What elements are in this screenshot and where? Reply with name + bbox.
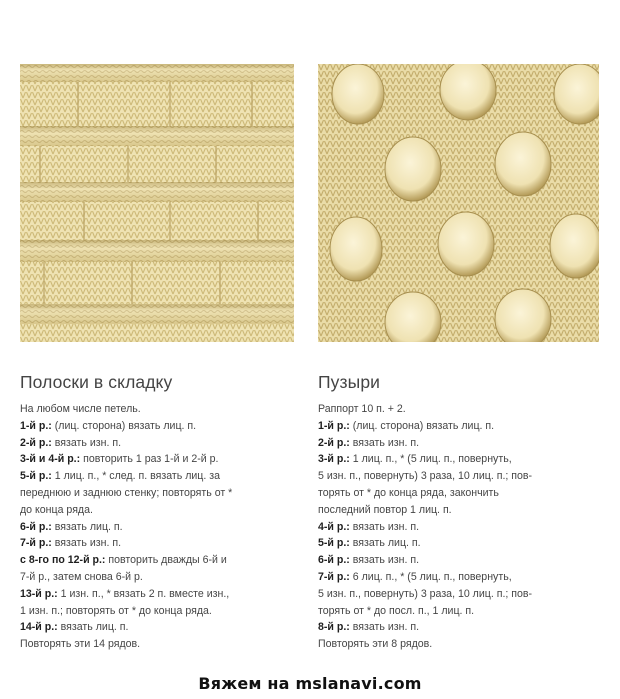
instruction-text: вязать изн. п.	[349, 621, 420, 634]
instruction-line	[20, 451, 298, 468]
row-label: 3-й и 4-й р.:	[20, 453, 81, 466]
instruction-line	[318, 435, 600, 452]
instruction-line	[318, 569, 600, 586]
instruction-text: На любом числе петель.	[20, 403, 141, 415]
instruction-text: вязать лиц. п.	[57, 621, 129, 634]
instruction-text: вязать лиц. п.	[51, 520, 123, 533]
instruction-text: (лиц. сторона) вязать лиц. п.	[349, 419, 495, 432]
instruction-text: повторить 1 раз 1-й и 2-й р.	[80, 453, 219, 466]
instruction-line	[20, 519, 298, 536]
row-label: 14-й р.:	[20, 621, 58, 634]
instruction-text: 1 изн. п.; повторять от * до конца ряда.	[20, 604, 212, 617]
instruction-line	[318, 519, 600, 536]
row-label: 2-й р.:	[318, 436, 350, 449]
row-label: 4-й р.:	[318, 520, 350, 533]
instruction-text: 1 лиц. п., * (5 лиц. п., повернуть,	[349, 453, 512, 466]
instruction-text: вязать изн. п.	[51, 436, 122, 449]
instruction-text: торять от * до конца ряда, закончить	[318, 486, 499, 499]
instruction-line	[318, 418, 600, 435]
instruction-text: Раппорт 10 п. + 2.	[318, 403, 406, 415]
row-label: 2-й р.:	[20, 436, 52, 449]
instructions	[318, 401, 600, 653]
instruction-line	[318, 636, 600, 653]
instruction-line	[20, 535, 298, 552]
instruction-line	[20, 502, 298, 519]
instruction-line	[318, 552, 600, 569]
instruction-text: торять от * до посл. п., 1 лиц. п.	[318, 604, 475, 617]
instruction-line	[318, 502, 600, 519]
pattern-title: Пузыри	[318, 372, 381, 392]
pattern-bubbles	[318, 372, 600, 653]
row-label: 6-й р.:	[318, 554, 350, 567]
knit-texture-pleated-stripes	[20, 64, 294, 342]
instruction-text: 6 лиц. п., * (5 лиц. п., повернуть,	[349, 570, 512, 583]
instructions	[20, 401, 298, 653]
instruction-line	[20, 552, 298, 569]
instruction-text: вязать изн. п.	[349, 554, 420, 567]
instruction-line	[20, 569, 298, 586]
row-label: 3-й р.:	[318, 453, 350, 466]
knit-texture-bubbles	[318, 64, 599, 342]
row-label: 1-й р.:	[20, 419, 52, 432]
instruction-line	[318, 619, 600, 636]
instruction-line	[318, 485, 600, 502]
instruction-text: 1 лиц. п., * след. п. вязать лиц. за	[51, 470, 220, 483]
instruction-text: переднюю и заднюю стенку; повторять от *	[20, 486, 233, 499]
instruction-text: до конца ряда.	[20, 503, 93, 516]
instruction-line	[20, 418, 298, 435]
row-label: 5-й р.:	[20, 470, 52, 483]
pattern-pleated-stripes	[20, 372, 298, 653]
row-label: 7-й р.:	[318, 570, 350, 583]
instruction-line	[318, 535, 600, 552]
swatch-photo-bubbles	[318, 64, 599, 342]
instruction-text: 5 изн. п., повернуть) 3 раза, 10 лиц. п.; пов-	[318, 470, 533, 483]
instruction-text: повторить дважды 6-й и	[105, 554, 227, 567]
row-label: 7-й р.:	[20, 537, 52, 550]
row-label: 5-й р.:	[318, 537, 350, 550]
instruction-line	[20, 619, 298, 636]
instruction-line	[318, 586, 600, 603]
row-label: 1-й р.:	[318, 419, 350, 432]
instruction-line	[318, 451, 600, 468]
instruction-text: вязать изн. п.	[349, 520, 420, 533]
site-credit: Вяжем на mslanavi.com	[198, 674, 422, 693]
swatch-photo-pleated-stripes	[20, 64, 294, 342]
instruction-text: 1 изн. п., * вязать 2 п. вместе изн.,	[57, 587, 230, 600]
pattern-title: Полоски в складку	[20, 372, 173, 392]
instruction-text: (лиц. сторона) вязать лиц. п.	[51, 419, 197, 432]
instruction-line	[318, 603, 600, 620]
instruction-line	[20, 603, 298, 620]
instruction-text: вязать лиц. п.	[349, 537, 421, 550]
instruction-text: вязать изн. п.	[51, 537, 122, 550]
instruction-text: 7-й р., затем снова 6-й р.	[20, 570, 143, 583]
instruction-text: 5 изн. п., повернуть) 3 раза, 10 лиц. п.; пов-	[318, 587, 533, 600]
instruction-text: Повторять эти 14 рядов.	[20, 638, 141, 651]
row-label: 13-й р.:	[20, 587, 58, 600]
instruction-line	[20, 401, 298, 418]
instruction-line	[318, 468, 600, 485]
instruction-line	[20, 586, 298, 603]
instruction-line	[20, 435, 298, 452]
instruction-text: вязать изн. п.	[349, 436, 420, 449]
instruction-text: Повторять эти 8 рядов.	[318, 638, 433, 651]
instruction-line	[20, 468, 298, 485]
instruction-line	[20, 636, 298, 653]
row-label: 6-й р.:	[20, 520, 52, 533]
instruction-line	[20, 485, 298, 502]
instruction-text: последний повтор 1 лиц. п.	[318, 503, 452, 516]
instruction-line	[318, 401, 600, 418]
row-label: с 8-го по 12-й р.:	[20, 554, 106, 567]
row-label: 8-й р.:	[318, 621, 350, 634]
